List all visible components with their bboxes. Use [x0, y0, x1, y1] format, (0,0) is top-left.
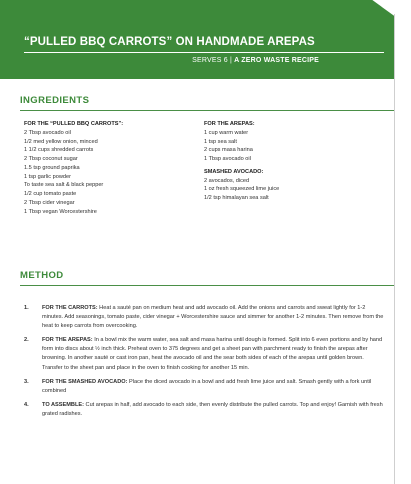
list-item: 1.5 tsp ground paprika: [24, 164, 80, 171]
carrot-ingredients: [24, 120, 184, 216]
step-text: Heat a sauté pan on medium heat and add avocado oil. Add the onions and carrots and sweat lightly for 1-2 minutes. Add seasonings, tomato paste, cider vinegar + Worcestershire sauce and simmer for another 1-2 minutes. Then remove from the heat to keep carrots from overcooking.: [42, 305, 384, 330]
step-label: FOR THE AREPAS:: [42, 337, 93, 344]
list-item: 1/2 med yellow onion, minced: [24, 138, 98, 145]
step-text: Cut arepas in half, add avocado to each side, then evenly distribute the pulled carrots. Top and enjoy! Garnish with fresh grated radishes.: [42, 401, 383, 417]
page-edge-line: [394, 14, 395, 484]
arepa-ingredients: [204, 120, 364, 203]
list-item: 2 Tbsp cider vinegar: [24, 199, 75, 206]
method-step: [24, 401, 384, 419]
list-item: 2 Tbsp coconut sugar: [24, 156, 78, 162]
step-text: Place the diced avocado in a bowl and add fresh lime juice and salt. Smash gently with a fork until combined: [42, 378, 372, 394]
method-step: [24, 304, 384, 331]
list-item: 1 Tbsp avocado oil: [204, 156, 251, 162]
ingredients-heading: INGREDIENTS: [20, 95, 90, 106]
method-heading: METHOD: [20, 270, 64, 281]
list-item: 1 tsp garlic powder: [24, 173, 71, 180]
list-item: 1 1/2 cups shredded carrots: [24, 147, 94, 154]
step-text: In a bowl mix the warm water, sea salt and masa harina until dough is formed. Split into 6 even portions and by hand form into discs about ½ inch thick. Preheat oven to 375 degrees and get a sheet pan with parchment ready to finish the arepas after browning. In another sauté or cast iron pan, heat the avocado oil and the sear both sides of each of the arepas until golden brown. Transfer to the sheet pan and place in the oven to finish cooking for another 15 min.: [42, 337, 383, 371]
list-item: 2 avocados, diced: [204, 177, 250, 184]
method-step: [24, 336, 384, 372]
serves-label: SERVES 6 |: [192, 57, 233, 64]
list-item: 1/2 tsp himalayan sea salt: [204, 195, 269, 201]
ingredients-divider: [20, 110, 394, 111]
step-label: FOR THE CARROTS:: [42, 305, 98, 311]
list-item: 2 cups masa harina: [204, 147, 253, 154]
carrot-ingredients-heading: FOR THE “PULLED BBQ CARROTS”:: [24, 121, 124, 127]
recipe-subtitle: [192, 57, 319, 64]
list-item: 1 oz fresh squeezed lime juice: [204, 186, 280, 193]
recipe-title: “PULLED BBQ CARROTS” ON HANDMADE AREPAS: [24, 36, 315, 48]
list-item: 1 Tbsp vegan Worcestershire: [24, 208, 97, 215]
list-item: 1 cup warm water: [204, 129, 249, 136]
list-item: To taste sea salt & black pepper: [24, 182, 104, 189]
arepa-ingredients-heading: FOR THE AREPAS:: [204, 121, 255, 127]
list-item: 2 Tbsp avocado oil: [24, 129, 71, 136]
step-number: 3.: [24, 378, 29, 385]
method-divider: [20, 285, 394, 286]
method-steps: [24, 304, 384, 424]
step-label: TO ASSEMBLE:: [42, 401, 84, 408]
step-number: 2.: [24, 337, 29, 344]
step-number: 1.: [24, 305, 29, 311]
avocado-ingredients-heading: SMASHED AVOCADO:: [204, 168, 264, 175]
step-label: FOR THE SMASHED AVOCADO:: [42, 378, 128, 385]
method-step: [24, 378, 384, 396]
step-number: 4.: [24, 401, 29, 408]
list-item: 1/2 cup tomato paste: [24, 191, 77, 197]
list-item: 1 tsp sea salt: [204, 138, 237, 145]
banner-divider: [24, 52, 384, 53]
recipe-type: A ZERO WASTE RECIPE: [234, 57, 319, 64]
